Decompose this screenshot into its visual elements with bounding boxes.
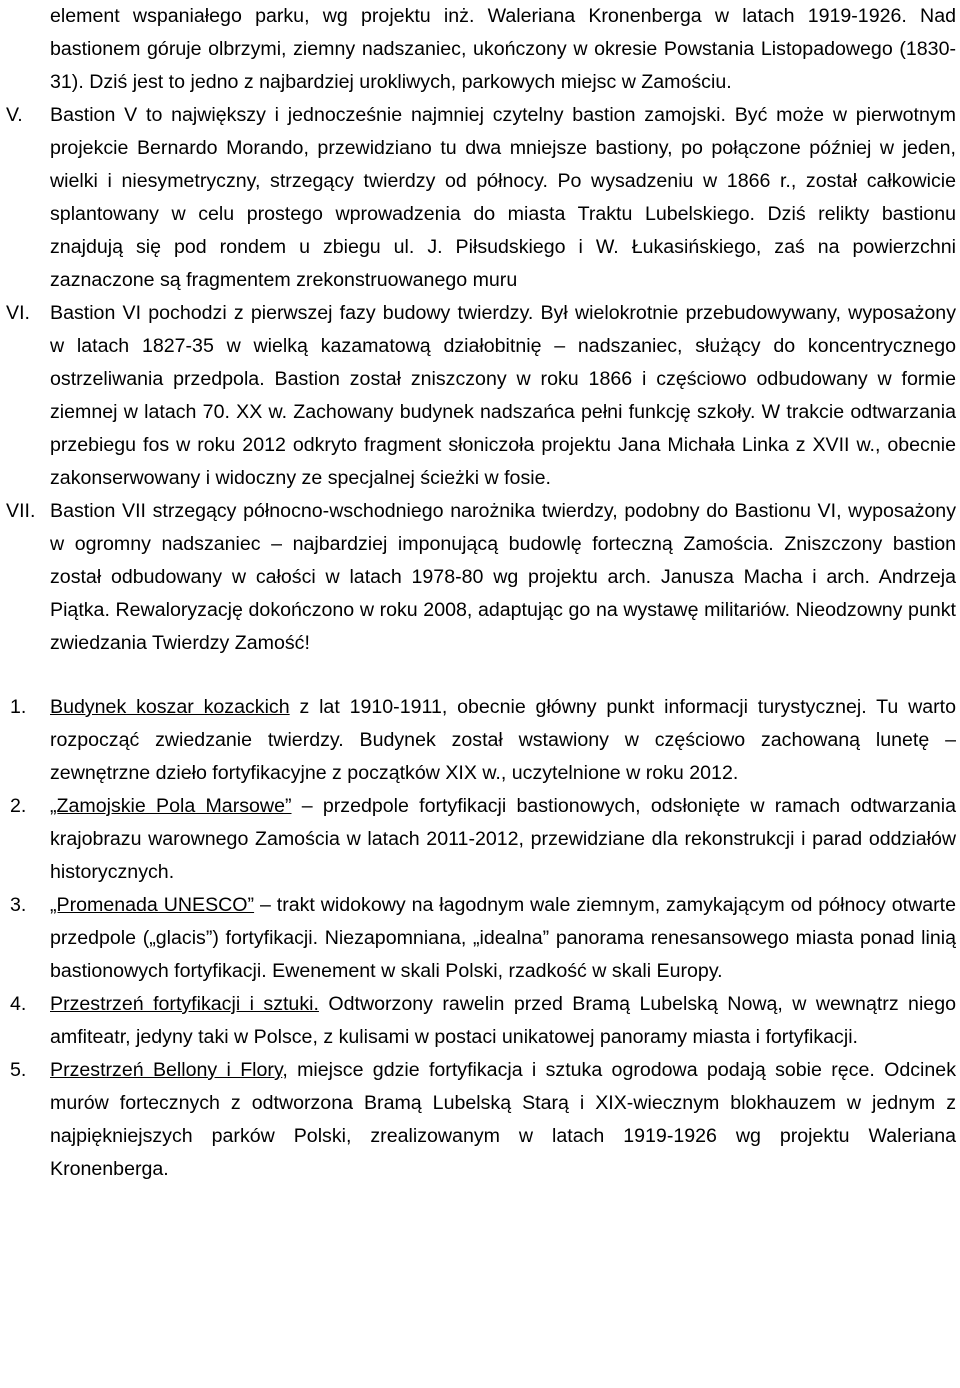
list-marker: VII. — [6, 500, 36, 522]
point-description — [50, 1054, 956, 1186]
point-item-1 — [0, 691, 960, 790]
bastion-description: Bastion VII strzegący północno-wschodniego narożnika twierdzy, podobny do Bastionu VI, wyposażony w ogromny nadszaniec – najbardziej imponującą budowlę forteczną Zamościa. Zniszczony bastion został odbudowany w całości w latach 1978-80 wg projektu arch. Janusza Macha i arch. Andrzeja Piątka. Rewaloryzację dokończono w roku 2008, adaptując go na wystawę militariów. Nieodzowny punkt zwiedzania Twierdzy Zamość! — [50, 500, 956, 654]
bastion-item-vii — [0, 495, 960, 660]
point-text: – trakt widokowy na łagodnym wale ziemnym, zamykającym od północy otwarte przedpole („glacis”) fortyfikacji. Niezapomniana, „idealna” panorama renesansowego miasta ponad linią bastionowych fortyfikacji. Ewenement w skali Polski, rzadkość w skali Europy. — [50, 894, 956, 982]
point-title: Przestrzeń Bellony i Flory — [50, 1059, 283, 1081]
section-spacer — [0, 660, 960, 691]
bastion-item-v — [0, 99, 960, 297]
point-title: „Promenada UNESCO” — [50, 894, 255, 916]
point-description — [50, 889, 956, 988]
point-description — [50, 988, 956, 1054]
list-marker: 2. — [10, 795, 27, 817]
points-list — [0, 691, 960, 1186]
point-text: z lat 1910-1911, obecnie główny punkt informacji turystycznej. Tu warto rozpocząć zwiedzanie twierdzy. Budynek został wstawiony w częściowo zachowaną lunetę – zewnętrzne dzieło fortyfikacyjne z początków XIX w., uczytelnione w roku 2012. — [50, 696, 956, 784]
list-marker: 5. — [10, 1059, 27, 1081]
list-marker: VI. — [6, 302, 30, 324]
bastion-list — [0, 99, 960, 660]
point-text: , miejsce gdzie fortyfikacja i sztuka ogrodowa podają sobie ręce. Odcinek murów fortecznych z odtworzona Bramą Lubelską Starą i XIX-wiecznym blokhauzem w jednym z najpiękniejszych parków Polski, zrealizowanym w latach 1919-1926 wg projektu Waleriana Kronenberga. — [50, 1059, 956, 1180]
point-title: „Zamojskie Pola Marsowe” — [50, 795, 292, 817]
point-text: – przedpole fortyfikacji bastionowych, odsłonięte w ramach odtwarzania krajobrazu warownego Zamościa w latach 2011-2012, przewidziane dla rekonstrukcji i parad oddziałów historycznych. — [50, 795, 956, 883]
list-marker: 1. — [10, 696, 27, 718]
point-description — [50, 691, 956, 790]
point-title: Przestrzeń fortyfikacji i sztuki. — [50, 993, 319, 1015]
point-description — [50, 790, 956, 889]
continuation-paragraph: element wspaniałego parku, wg projektu inż. Waleriana Kronenberga w latach 1919-1926. Nad bastionem góruje olbrzymi, ziemny nadszaniec, ukończony w okresie Powstania Listopadowego (1830-31). Dziś jest to jedno z najbardziej urokliwych, parkowych miejsc w Zamościu. — [50, 5, 956, 93]
point-item-3 — [0, 889, 960, 988]
point-item-4 — [0, 988, 960, 1054]
point-item-5 — [0, 1054, 960, 1186]
list-marker: V. — [6, 104, 23, 126]
bastion-description: Bastion V to największy i jednocześnie najmniej czytelny bastion zamojski. Być może w pierwotnym projekcie Bernardo Morando, przewidziano tu dwa mniejsze bastiony, po połączone później w jeden, wielki i niesymetryczny, strzegący twierdzy od północy. Po wysadzeniu w 1866 r., został całkowicie splantowany w celu prostego wprowadzenia do miasta Traktu Lubelskiego. Dziś relikty bastionu znajdują się pod rondem u zbiegu ul. J. Piłsudskiego i W. Łukasińskiego, zaś na powierzchni zaznaczone są fragmentem zrekonstruowanego muru — [50, 104, 956, 291]
bastion-description: Bastion VI pochodzi z pierwszej fazy budowy twierdzy. Był wielokrotnie przebudowywany, wyposażony w latach 1827-35 w wielką kazamatową działobitnię – nadszaniec, służący do koncentrycznego ostrzeliwania przedpola. Bastion został zniszczony w roku 1866 i częściowo odbudowany w formie ziemnej w latach 70. XX w. Zachowany budynek nadszańca pełni funkcję szkoły. W trakcie odtwarzania przebiegu fos w roku 2012 odkryto fragment słoniczoła projektu Jana Michała Linka z XVII w., obecnie zakonserwowany i widoczny ze specjalnej ścieżki w fosie. — [50, 302, 956, 489]
point-title: Budynek koszar kozackich — [50, 696, 290, 718]
list-marker: 3. — [10, 894, 27, 916]
point-item-2 — [0, 790, 960, 889]
bastion-item-vi — [0, 297, 960, 495]
list-marker: 4. — [10, 993, 27, 1015]
point-text: Odtworzony rawelin przed Bramą Lubelską Nową, w wewnątrz niego amfiteatr, jedyny taki w Polsce, z kulisami w postaci unikatowej panoramy miasta i fortyfikacji. — [50, 993, 956, 1048]
